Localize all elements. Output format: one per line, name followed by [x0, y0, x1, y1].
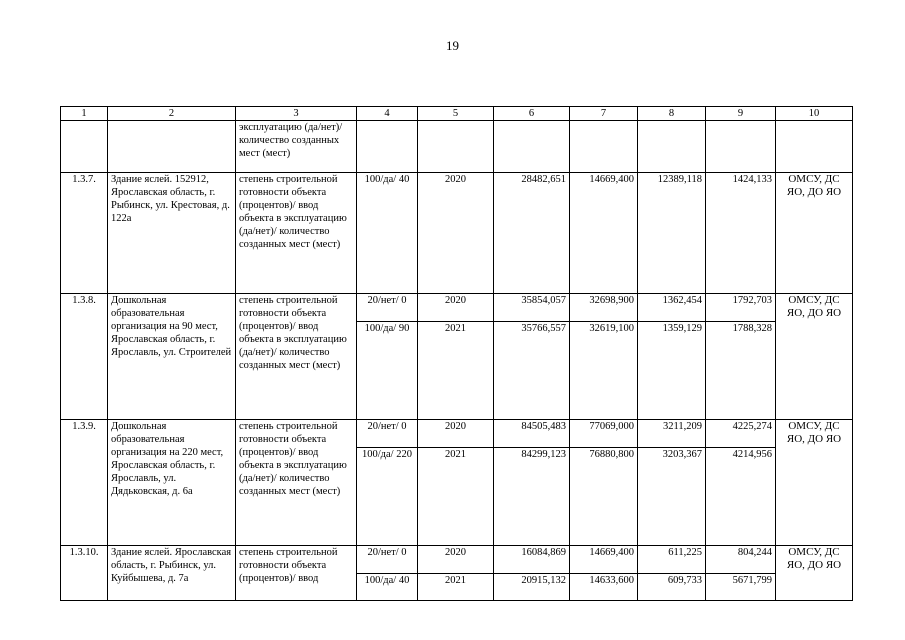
- funding-cell: 32619,100: [570, 322, 638, 420]
- year-cell: 2020: [418, 173, 494, 294]
- funding-cell: 1359,129: [638, 322, 706, 420]
- year-cell: 2021: [418, 322, 494, 420]
- column-header: 1: [61, 107, 108, 121]
- indicator-cell: степень строительной готовности объекта (процентов)/ ввод объекта в эксплуатацию (да/нет)/ количество созданных мест (мест): [236, 294, 357, 420]
- funding-cell: 3203,367: [638, 448, 706, 546]
- executor-cell: ОМСУ, ДС ЯО, ДО ЯО: [776, 294, 853, 420]
- target-value: 100/да/ 90: [357, 322, 418, 420]
- total-cell: 20915,132: [494, 574, 570, 601]
- page-number: 19: [446, 38, 459, 53]
- column-header: 8: [638, 107, 706, 121]
- column-header: 10: [776, 107, 853, 121]
- indicator-cell: степень строительной готовности объекта (процентов)/ ввод: [236, 546, 357, 601]
- column-header: 7: [570, 107, 638, 121]
- header-row: [61, 107, 853, 121]
- year-cell: 2021: [418, 448, 494, 546]
- funding-cell: 4214,956: [706, 448, 776, 546]
- column-header: 6: [494, 107, 570, 121]
- row-number: 1.3.10.: [61, 546, 108, 601]
- funding-cell: 1792,703: [706, 294, 776, 322]
- target-value: 20/нет/ 0: [357, 294, 418, 322]
- target-value: 100/да/ 40: [357, 574, 418, 601]
- funding-cell: 1362,454: [638, 294, 706, 322]
- year-cell: 2020: [418, 294, 494, 322]
- target-value: 100/да/ 40: [357, 173, 418, 294]
- funding-cell: 14633,600: [570, 574, 638, 601]
- object-cell: Здание яслей. 152912, Ярославская область, г. Рыбинск, ул. Крестовая, д. 122а: [108, 173, 236, 294]
- funding-cell: 77069,000: [570, 420, 638, 448]
- indicator-cell: степень строительной готовности объекта (процентов)/ ввод объекта в эксплуатацию (да/нет)/ количество созданных мест (мест): [236, 173, 357, 294]
- executor-cell: ОМСУ, ДС ЯО, ДО ЯО: [776, 546, 853, 601]
- funding-cell: 609,733: [638, 574, 706, 601]
- column-header: 2: [108, 107, 236, 121]
- funding-cell: 4225,274: [706, 420, 776, 448]
- year-cell: 2020: [418, 546, 494, 574]
- table-row: [61, 420, 853, 448]
- funding-cell: 804,244: [706, 546, 776, 574]
- total-cell: 16084,869: [494, 546, 570, 574]
- funding-cell: 1424,133: [706, 173, 776, 294]
- column-header: 4: [357, 107, 418, 121]
- total-cell: 84505,483: [494, 420, 570, 448]
- target-value: 100/да/ 220: [357, 448, 418, 546]
- column-header: 3: [236, 107, 357, 121]
- funding-cell: 14669,400: [570, 546, 638, 574]
- funding-cell: 1788,328: [706, 322, 776, 420]
- funding-cell: 611,225: [638, 546, 706, 574]
- funding-cell: 5671,799: [706, 574, 776, 601]
- target-value: 20/нет/ 0: [357, 420, 418, 448]
- column-header: 9: [706, 107, 776, 121]
- continuation-row: [61, 121, 853, 173]
- object-cell: Здание яслей. Ярославская область, г. Рыбинск, ул. Куйбышева, д. 7а: [108, 546, 236, 601]
- indicator-cell: степень строительной готовности объекта (процентов)/ ввод объекта в эксплуатацию (да/нет)/ количество созданных мест (мест): [236, 420, 357, 546]
- program-table: [60, 106, 853, 601]
- row-number: 1.3.7.: [61, 173, 108, 294]
- funding-cell: 14669,400: [570, 173, 638, 294]
- funding-cell: 12389,118: [638, 173, 706, 294]
- object-cell: Дошкольная образовательная организация на 220 мест, Ярославская область, г. Ярославль, ул. Дядьковская, д. 6а: [108, 420, 236, 546]
- table-row: [61, 294, 853, 322]
- row-number: 1.3.8.: [61, 294, 108, 420]
- funding-cell: 3211,209: [638, 420, 706, 448]
- executor-cell: ОМСУ, ДС ЯО, ДО ЯО: [776, 420, 853, 546]
- year-cell: 2021: [418, 574, 494, 601]
- total-cell: 28482,651: [494, 173, 570, 294]
- total-cell: 35854,057: [494, 294, 570, 322]
- target-value: 20/нет/ 0: [357, 546, 418, 574]
- row-number: 1.3.9.: [61, 420, 108, 546]
- table-row: [61, 173, 853, 294]
- indicator-cell: эксплуатацию (да/нет)/ количество созданных мест (мест): [236, 121, 357, 173]
- funding-cell: 76880,800: [570, 448, 638, 546]
- total-cell: 35766,557: [494, 322, 570, 420]
- column-header: 5: [418, 107, 494, 121]
- year-cell: 2020: [418, 420, 494, 448]
- object-cell: Дошкольная образовательная организация на 90 мест, Ярославская область, г. Ярославль, ул. Строителей: [108, 294, 236, 420]
- funding-cell: 32698,900: [570, 294, 638, 322]
- table-row: [61, 546, 853, 574]
- total-cell: 84299,123: [494, 448, 570, 546]
- executor-cell: ОМСУ, ДС ЯО, ДО ЯО: [776, 173, 853, 294]
